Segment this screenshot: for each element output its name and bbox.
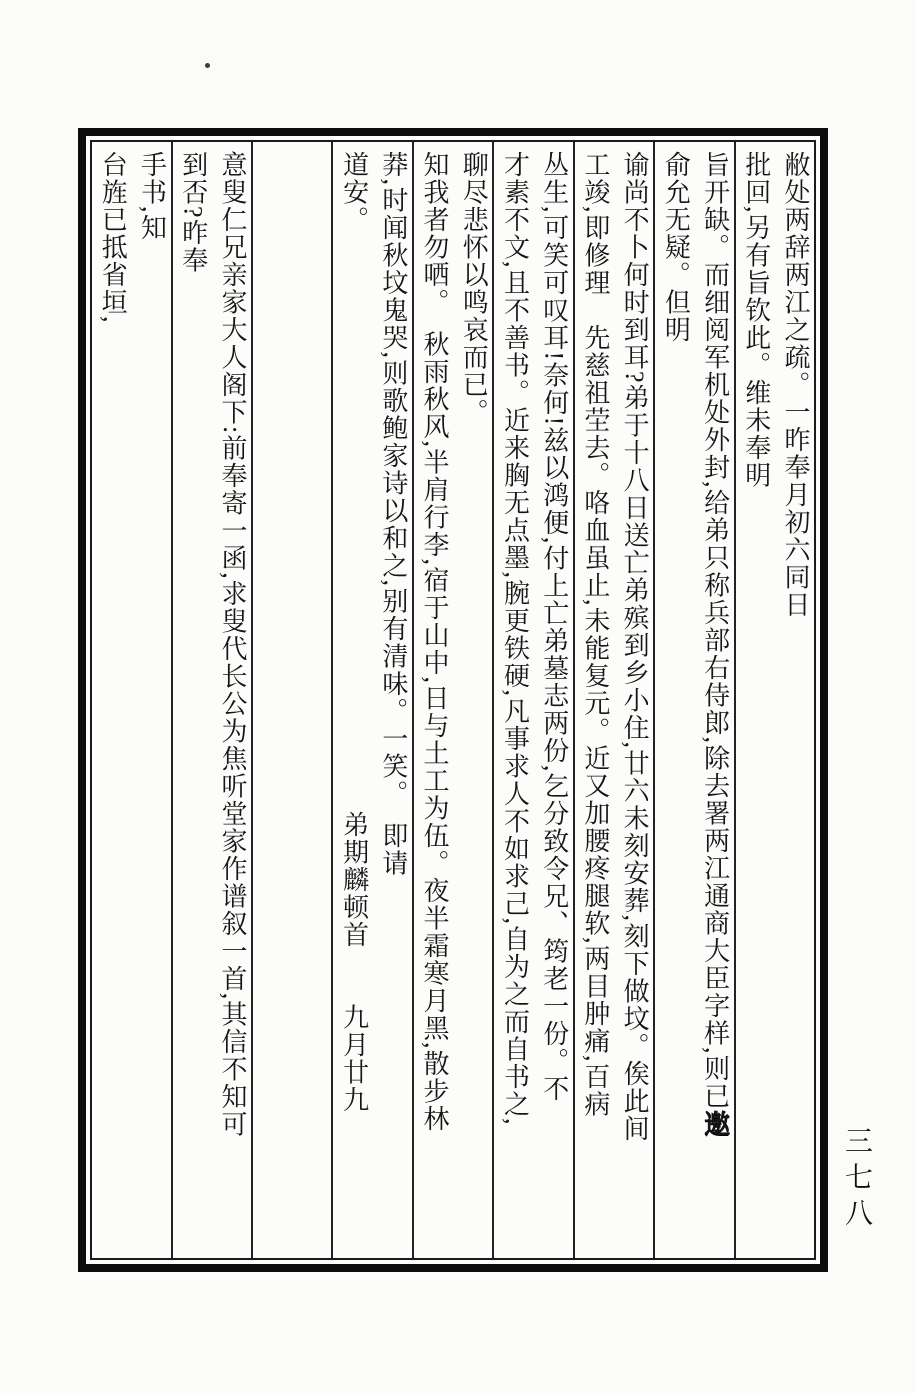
honorific-gap	[341, 234, 367, 812]
text-segment: 弟期麟顿首	[339, 811, 369, 949]
text-column	[173, 147, 212, 1255]
text-column	[92, 147, 131, 1255]
text-segment: 丛生,可笑可叹耳!奈何!兹以鸿便,付上亡弟墓志两份,乞分致令兄、筠老一份。不	[539, 151, 569, 1103]
text-segment: 俞允无疑。但明	[661, 151, 691, 344]
text-segment: 莽,时闻秋坟鬼哭,则歌鲍家诗以和之,别有清味。一笑。 即请	[378, 151, 408, 877]
text-segment: 九月廿九	[339, 1003, 369, 1114]
text-column	[212, 147, 251, 1255]
text-column	[575, 147, 614, 1255]
ink-speck	[205, 63, 210, 68]
letter-grid	[90, 140, 816, 1260]
text-segment: 知我者勿哂。 秋雨秋风,半肩行李,宿于山中,日与土工为伍。夜半霜寒月黑,散步林	[420, 151, 450, 1133]
text-segment: 工竣,即修理 先慈祖茔去。咯血虽止,未能复元。近又加腰疼腿软,两目肿痛,百病	[580, 151, 610, 1118]
text-column	[131, 147, 170, 1255]
text-column	[694, 147, 733, 1255]
letter-cell-4	[492, 142, 572, 1258]
text-column	[373, 147, 412, 1255]
text-segment: 才素不文,且不善书。近来胸无点墨,腕更铁硬,凡事求人不如求己,自为之而自书之,	[500, 151, 530, 1126]
text-segment: 敝处两辞两江之疏。一昨奉月初六同日	[781, 151, 810, 619]
text-column	[775, 147, 814, 1255]
letter-cell-7	[251, 142, 331, 1258]
text-column	[655, 147, 694, 1255]
text-column	[533, 147, 572, 1255]
text-column	[253, 147, 292, 1255]
letter-cell-9	[92, 142, 170, 1258]
letter-cell-5	[412, 142, 492, 1258]
text-segment: 旨开缺。而细阅军机处外封,给弟只称兵部右侍郎,除去署两江通商大臣字样,则已	[700, 151, 730, 1110]
text-segment: 手书,知	[137, 151, 167, 242]
text-segment: 到否?昨奉	[178, 151, 208, 275]
text-column	[414, 147, 453, 1255]
letter-frame-outer	[78, 128, 828, 1272]
letter-cell-1	[734, 142, 814, 1258]
text-column	[333, 147, 372, 1255]
text-segment: 聊尽悲怀以鸣哀而已。	[459, 151, 489, 426]
text-segment: 意叟仁兄亲家大人阁下:前奉寄一函,求叟代长公为焦听堂家作谱叙一首,其信不知可	[217, 151, 247, 1139]
text-segment: 谕尚不卜何时到耳?弟于十八日送亡弟殡到乡小住,廿六未刻安葬,刻下做坟。俟此间	[620, 151, 650, 1143]
text-column	[453, 147, 492, 1255]
text-column	[292, 147, 331, 1255]
text-column	[494, 147, 533, 1255]
letter-cell-3	[573, 142, 653, 1258]
text-segment: 邀	[700, 1110, 730, 1138]
text-segment: 批回,另有旨钦此。维未奉明	[741, 151, 771, 489]
honorific-gap	[341, 949, 367, 1004]
text-column	[614, 147, 653, 1255]
text-segment: 台旌已抵省垣,	[98, 151, 128, 324]
folio-number: 三七八	[841, 1126, 872, 1234]
letter-cell-2	[653, 142, 733, 1258]
text-segment: 道安。	[339, 151, 369, 234]
text-column	[736, 147, 775, 1255]
letter-cell-6	[331, 142, 411, 1258]
letter-cell-8	[171, 142, 251, 1258]
